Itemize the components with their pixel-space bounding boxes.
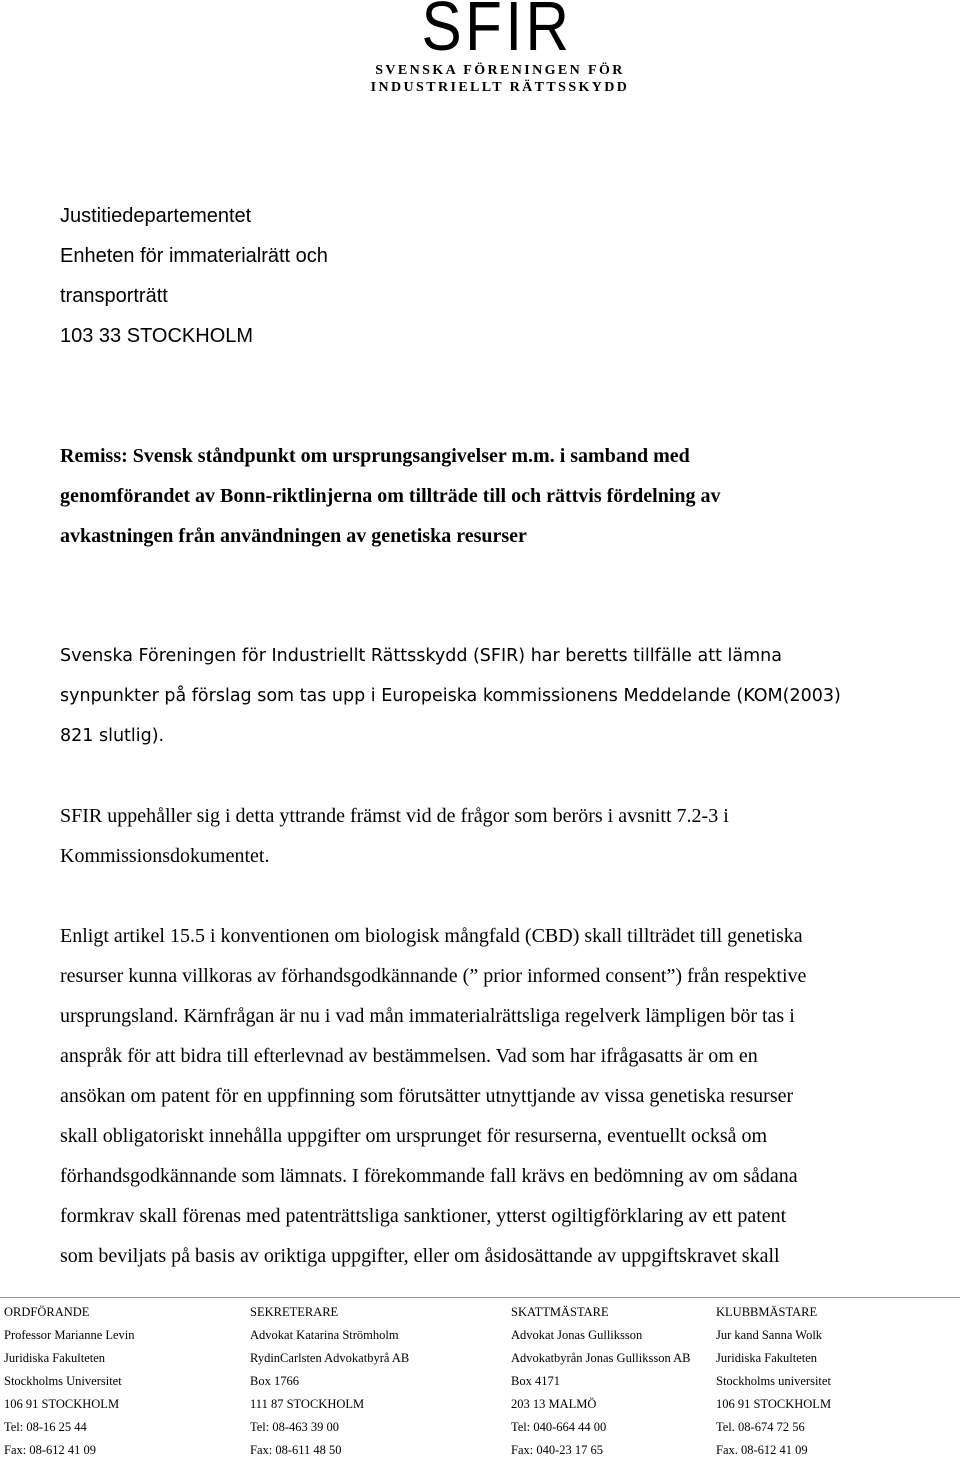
body-line: Enligt artikel 15.5 i konventionen om biologisk mångfald (CBD) skall tillträdet till genetiska [60,925,803,947]
intro-line: Svenska Föreningen för Industriellt Rättsskydd (SFIR) har beretts tillfälle att lämna [60,646,782,666]
footer-line: Tel: 08-463 39 00 [250,1420,340,1434]
footer-role: KLUBBMÄSTARE [716,1305,818,1319]
footer-column-chair [4,1301,135,1462]
footer-line: Fax. 08-612 41 09 [716,1443,808,1457]
subject-line: genomförandet av Bonn-riktlinjerna om tillträde till och rättvis fördelning av [60,485,721,507]
body-line: resurser kunna villkoras av förhandsgodkännande (” prior informed consent”) från respektive [60,965,807,987]
scope-line: Kommissionsdokumentet. [60,845,270,867]
subject-line: avkastningen från användningen av genetiska resurser [60,525,527,547]
footer-line: Advokatbyrån Jonas Gulliksson AB [511,1351,691,1365]
footer-line: 203 13 MALMÖ [511,1397,597,1411]
scope-paragraph [60,796,940,876]
subject-line: Remiss: Svensk ståndpunkt om ursprungsangivelser m.m. i samband med [60,445,690,467]
body-line: ansökan om patent för en uppfinning som förutsätter utnyttjande av vissa genetiska resurser [60,1085,794,1107]
footer-divider [0,1297,960,1298]
footer-line: Fax: 08-611 48 50 [250,1443,342,1457]
body-line: formkrav skall förenas med patenträttsliga sanktioner, ytterst ogiltigförklaring av ett patent [60,1205,787,1227]
footer-line: Box 1766 [250,1374,299,1388]
body-line: anspråk för att bidra till efterlevnad av bestämmelsen. Vad som har ifrågasatts är om en [60,1045,758,1067]
address-line: transporträtt [60,285,168,307]
intro-line: 821 slutlig). [60,726,165,746]
footer-line: Box 4171 [511,1374,560,1388]
footer-line: 106 91 STOCKHOLM [4,1397,120,1411]
footer-line: RydinCarlsten Advokatbyrå AB [250,1351,410,1365]
footer-line: Fax: 08-612 41 09 [4,1443,97,1457]
footer-column-secretary [250,1301,409,1462]
footer-line: Professor Marianne Levin [4,1328,135,1342]
footer-line: Tel. 08-674 72 56 [716,1420,805,1434]
footer-role: SKATTMÄSTARE [511,1305,609,1319]
logo-line-2: INDUSTRIELLT RÄTTSSKYDD [370,80,630,95]
body-line: skall obligatoriskt innehålla uppgifter om ursprunget för resurserna, eventuellt också om [60,1125,768,1147]
address-line: 103 33 STOCKHOLM [60,325,254,347]
body-paragraph [60,916,940,1276]
footer-line: Stockholms Universitet [4,1374,122,1388]
body-line: som beviljats på basis av oriktiga uppgifter, eller om åsidosättande av uppgiftskravet skall [60,1245,780,1267]
logo-mark: SFIR [421,0,573,65]
footer-line: 111 87 STOCKHOLM [250,1397,365,1411]
scope-line: SFIR uppehåller sig i detta yttrande främst vid de frågor som berörs i avsnitt 7.2-3 i [60,805,729,827]
footer-line: Tel: 040-664 44 00 [511,1420,607,1434]
footer-line: Fax: 040-23 17 65 [511,1443,604,1457]
footer-line: Stockholms universitet [716,1374,831,1388]
intro-line: synpunkter på förslag som tas upp i Europeiska kommissionens Meddelande (KOM(2003) [60,686,841,706]
footer-line: Juridiska Fakulteten [4,1351,106,1365]
address-line: Enheten för immaterialrätt och [60,245,328,267]
footer-line: 106 91 STOCKHOLM [716,1397,832,1411]
intro-paragraph [60,636,940,756]
footer-column-treasurer [511,1301,691,1462]
footer-line: Jur kand Sanna Wolk [716,1328,823,1342]
footer-line: Advokat Jonas Gulliksson [511,1328,643,1342]
sfir-logo [360,0,640,100]
board-footer [4,1301,960,1457]
body-line: förhandsgodkännande som lämnats. I förekommande fall krävs en bedömning av om sådana [60,1165,798,1187]
body-line: ursprungsland. Kärnfrågan är nu i vad mån immaterialrättsliga regelverk lämpligen bör tas i [60,1005,795,1027]
footer-line: Tel: 08-16 25 44 [4,1420,87,1434]
subject-heading [60,436,940,556]
recipient-address [60,196,328,356]
footer-line: Advokat Katarina Strömholm [250,1328,399,1342]
footer-role: ORDFÖRANDE [4,1305,90,1319]
address-line: Justitiedepartementet [60,205,252,227]
logo-line-1: SVENSKA FÖRENINGEN FÖR [375,63,625,78]
footer-role: SEKRETERARE [250,1305,339,1319]
footer-line: Juridiska Fakulteten [716,1351,818,1365]
footer-column-club-master [716,1301,831,1462]
